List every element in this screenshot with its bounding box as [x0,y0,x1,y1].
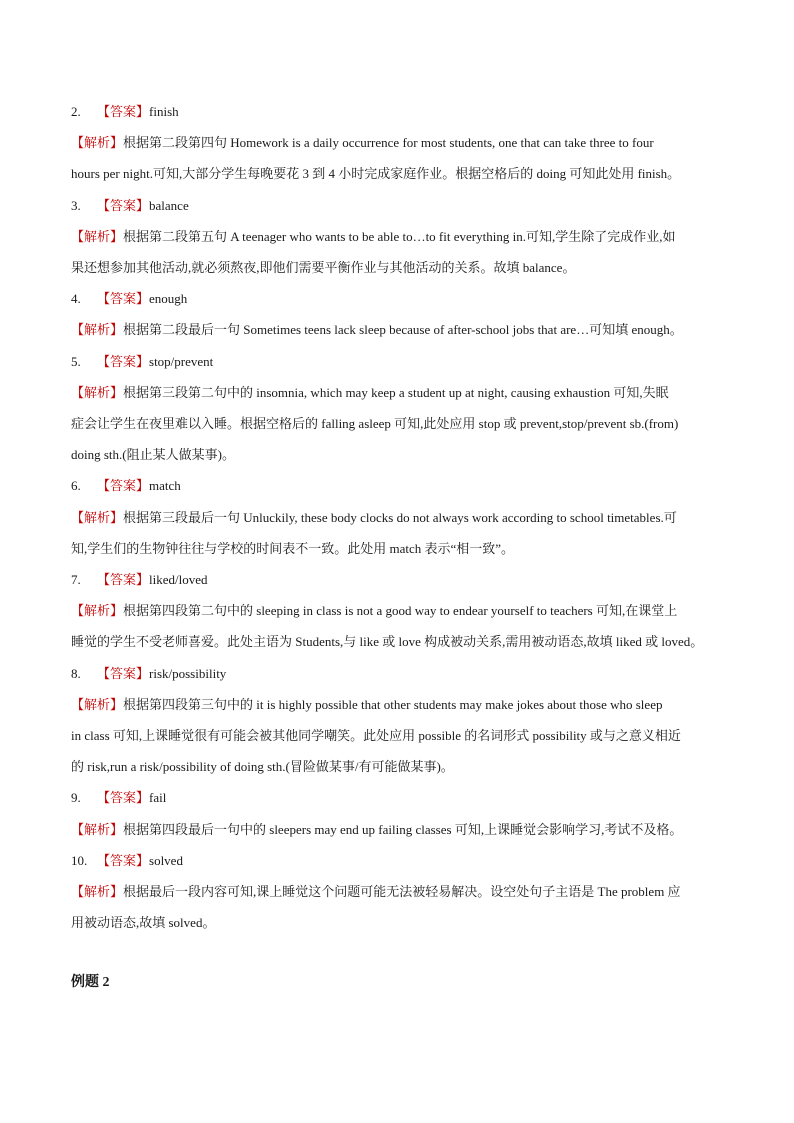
analysis-line [71,502,729,533]
question-number: 6. [71,478,81,494]
analysis-line [71,751,729,782]
answer-line [71,346,729,377]
answer-text: balance [149,197,189,213]
analysis-text: in class 可知,上课睡觉很有可能会被其他同学嘲笑。此处应用 possible 的名词形式 possibility 或与之意义相近 [71,728,681,744]
question-number: 2. [71,104,81,119]
analysis-line [71,689,729,720]
analysis-line [71,626,729,657]
analysis-text: 症会让学生在夜里难以入睡。根据空格后的 falling asleep 可知,此处应用 stop 或 prevent,stop/prevent sb.(from) [71,416,679,432]
answer-text: liked/loved [149,572,208,588]
question-number: 9. [71,790,81,806]
question-number: 4. [71,291,81,307]
analysis-line [71,720,729,751]
answer-line [71,845,729,876]
analysis-tag: 【解析】 [71,603,124,619]
analysis-tag: 【解析】 [71,322,124,338]
analysis-line [71,907,729,938]
answer-text: match [149,478,181,494]
analysis-text: 睡觉的学生不受老师喜爱。此处主语为 Students,与 like 或 love 构成被动关系,需用被动语态,故填 liked 或 loved。 [71,634,704,650]
analysis-text: 根据第四段第三句中的 it is highly possible that other students may make jokes about those who sleep [123,696,663,712]
analysis-line [71,595,729,626]
answer-text: fail [149,790,167,806]
answer-tag: 【答案】 [97,291,150,307]
answer-tag: 【答案】 [97,790,150,806]
analysis-text: 根据第二段第四句 Homework is a daily occurrence for most students, one that can take three to four [123,135,654,151]
answer-line [71,564,729,595]
analysis-line [71,221,729,252]
answer-line [71,96,729,127]
analysis-text: 果还想参加其他活动,就必须熬夜,即他们需要平衡作业与其他活动的关系。故填 balance。 [71,260,576,276]
analysis-line [71,533,729,564]
answer-tag: 【答案】 [97,665,150,681]
answer-tag: 【答案】 [97,197,150,213]
answer-text: risk/possibility [149,665,227,681]
question-number: 7. [71,572,81,588]
analysis-line [71,814,729,845]
analysis-text: 知,学生们的生物钟往往与学校的时间表不一致。此处用 match 表示“相一致”。 [71,540,515,556]
analysis-tag: 【解析】 [71,509,124,525]
analysis-text: 根据最后一段内容可知,课上睡觉这个问题可能无法被轻易解决。设空处句子主语是 The problem 应 [123,884,681,900]
analysis-line [71,158,729,189]
answer-tag: 【答案】 [97,572,150,588]
analysis-text: 根据第三段第二句中的 insomnia, which may keep a student up at night, causing exhaustion 可知,失眠 [123,384,669,400]
analysis-line [71,408,729,439]
answer-text: finish [149,104,179,119]
analysis-text: doing sth.(阻止某人做某事)。 [71,447,235,463]
analysis-tag: 【解析】 [71,696,124,712]
answer-analysis-list [71,96,729,938]
analysis-tag: 【解析】 [71,884,124,900]
analysis-text: 根据第四段第二句中的 sleeping in class is not a good way to endear yourself to teachers 可知,在课堂上 [123,603,678,619]
answer-tag: 【答案】 [97,478,150,494]
analysis-tag: 【解析】 [71,135,124,151]
analysis-text: hours per night.可知,大部分学生每晚要花 3 到 4 小时完成家庭作业。根据空格后的 doing 可知此处用 finish。 [71,166,681,182]
answer-line [71,782,729,813]
answer-text: solved [149,852,183,868]
answer-line [71,283,729,314]
question-number: 10. [71,852,88,868]
analysis-line [71,876,729,907]
question-number: 8. [71,665,81,681]
answer-line [71,470,729,501]
analysis-tag: 【解析】 [71,384,124,400]
answer-tag: 【答案】 [97,104,150,119]
analysis-text: 根据第四段最后一句中的 sleepers may end up failing classes 可知,上课睡觉会影响学习,考试不及格。 [123,821,683,837]
answer-line [71,658,729,689]
analysis-text: 根据第二段第五句 A teenager who wants to be able to…to fit everything in.可知,学生除了完成作业,如 [123,228,676,244]
analysis-text: 用被动语态,故填 solved。 [71,915,216,931]
question-number: 3. [71,197,81,213]
analysis-line [71,252,729,283]
answer-tag: 【答案】 [97,353,150,369]
analysis-tag: 【解析】 [71,821,124,837]
analysis-tag: 【解析】 [71,228,124,244]
analysis-text: 根据第二段最后一句 Sometimes teens lack sleep because of after-school jobs that are…可知填 enough。 [123,322,683,338]
analysis-line [71,314,729,345]
question-number: 5. [71,353,81,369]
analysis-line [71,439,729,470]
example-heading: 例题 2 [71,975,110,990]
answer-text: stop/prevent [149,353,214,369]
answer-line [71,190,729,221]
analysis-text: 根据第三段最后一句 Unluckily, these body clocks do not always work according to school timetables.可 [123,509,677,525]
analysis-line [71,127,729,158]
analysis-line [71,377,729,408]
answer-tag: 【答案】 [97,852,150,868]
analysis-text: 的 risk,run a risk/possibility of doing sth.(冒险做某事/有可能做某事)。 [71,759,454,775]
answer-text: enough [149,291,188,307]
